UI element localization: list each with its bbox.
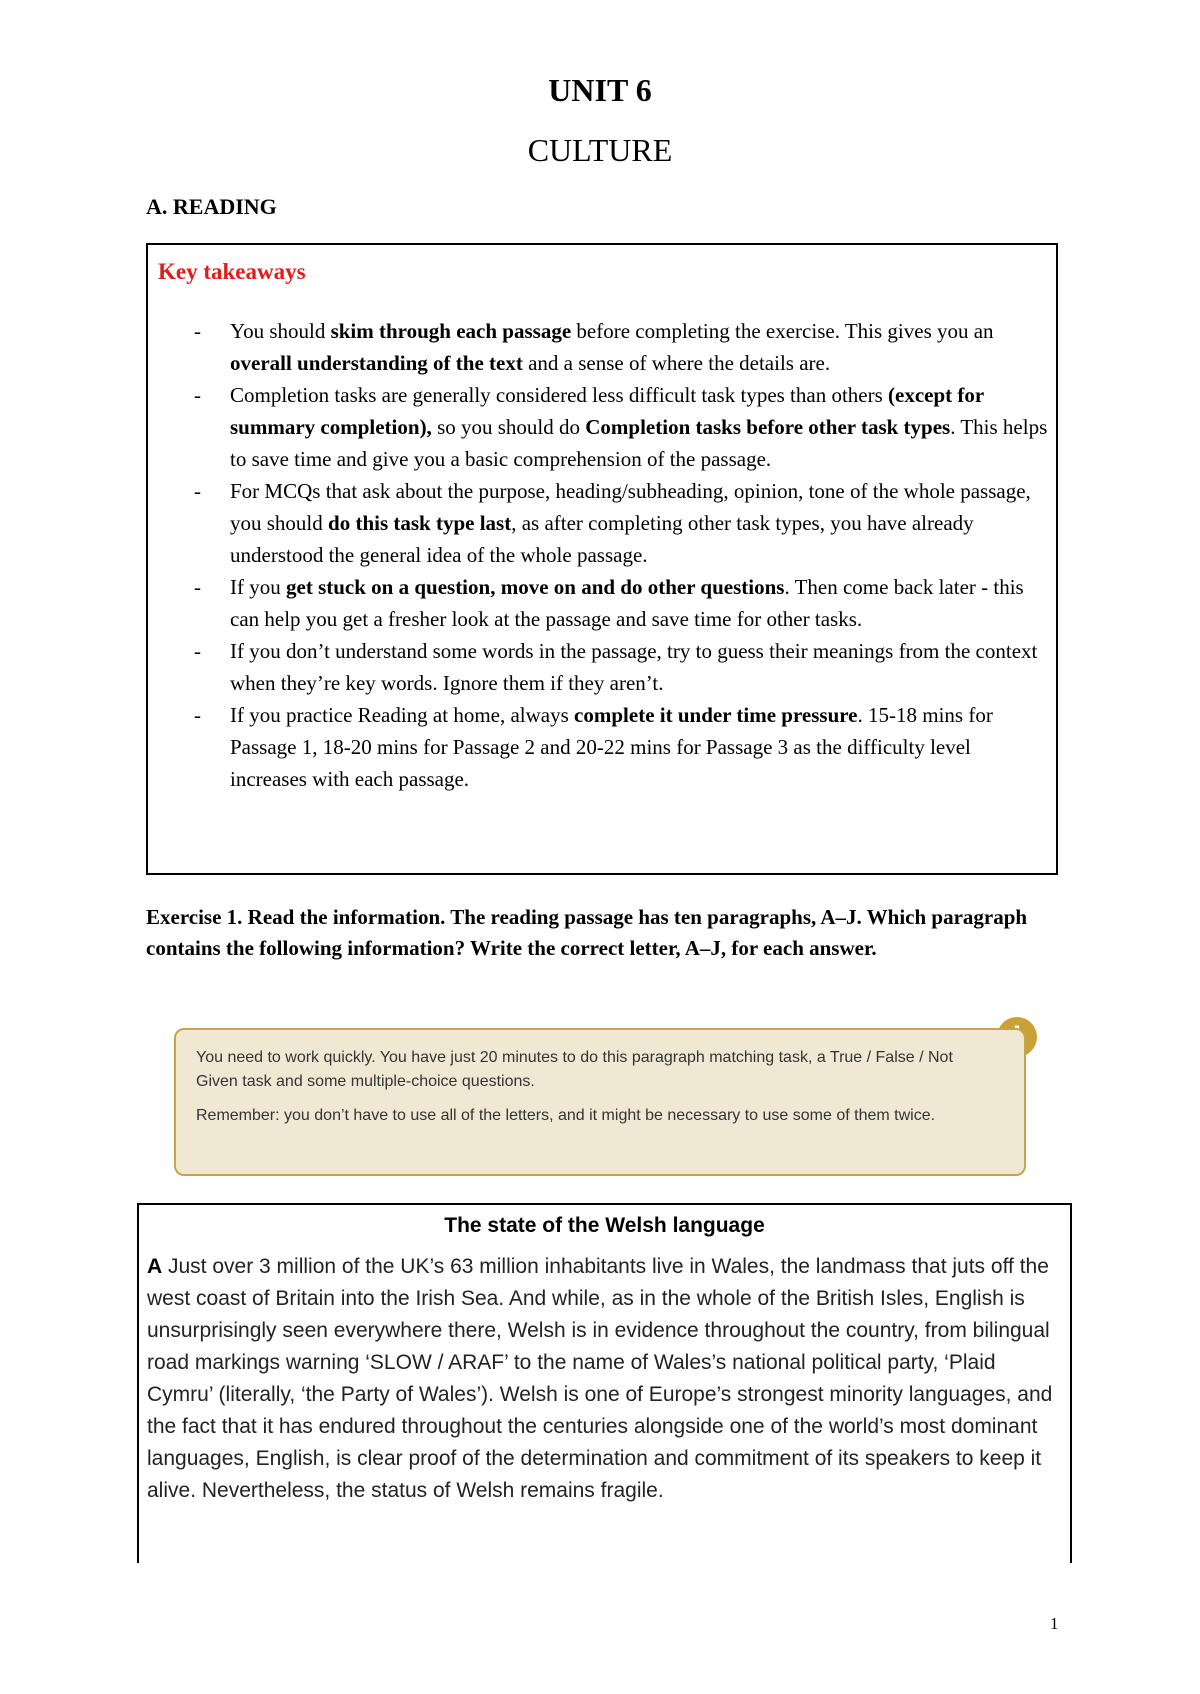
warning-note — [174, 1028, 1026, 1176]
passage-paragraph-a — [147, 1251, 1060, 1507]
takeaway-emphasis: do this task type last — [328, 511, 512, 535]
takeaway-emphasis: overall understanding of the text — [230, 351, 523, 375]
takeaway-item — [148, 635, 1056, 699]
page-number: 1 — [1050, 1614, 1059, 1633]
passage-title: The state of the Welsh language — [444, 1214, 765, 1237]
paragraph-letter: A — [147, 1255, 163, 1278]
takeaway-emphasis: get stuck on a question, move on and do other questions — [286, 575, 785, 599]
takeaway-emphasis: skim through each passage — [330, 319, 572, 343]
takeaway-item — [148, 571, 1056, 635]
reading-passage — [137, 1203, 1072, 1563]
paragraph-text: Just over 3 million of the UK’s 63 million inhabitants live in Wales, the landmass that juts off the west coast of Britain into the Irish Sea. And while, as in the whole of the British Isles, English is unsurprisingly seen everywhere there, Welsh is in evidence throughout the country, from bilingual road markings warning ‘SLOW / ARAF’ to the name of Wales’s national political party, ‘Plaid Cymru’ (literally, ‘the Party of Wales’). Welsh is one of Europe’s strongest minority languages, and the fact that it has endured throughout the centuries alongside one of the world’s most dominant languages, English, is clear proof of the determination and commitment of its speakers to keep it alive. Nevertheless, the status of Welsh remains fragile. — [147, 1255, 1053, 1502]
takeaway-text: before completing the exercise. This gives you an — [571, 319, 994, 343]
key-takeaways-box — [146, 243, 1058, 875]
takeaway-text: , as after completing other task types, you have already understood the general idea of the whole passage. — [230, 511, 974, 567]
takeaway-text: If you practice Reading at home, always — [230, 703, 575, 727]
takeaway-item — [148, 379, 1056, 475]
unit-title: UNIT 6 — [548, 72, 652, 108]
unit-topic: CULTURE — [527, 132, 673, 168]
takeaway-text: Completion tasks are generally considered less difficult task types than others — [230, 383, 889, 407]
takeaway-item — [148, 699, 1056, 795]
takeaway-item — [148, 315, 1056, 379]
takeaway-item — [148, 475, 1056, 571]
key-takeaways-title: Key takeaways — [158, 259, 306, 284]
takeaway-text: You should — [230, 319, 331, 343]
key-takeaways-list — [148, 315, 1056, 795]
takeaway-text: and a sense of where the details are. — [522, 351, 831, 375]
takeaway-text: so you should do — [431, 415, 586, 439]
exercise-instruction: Exercise 1. Read the information. The reading passage has ten paragraphs, A–J. Which paragraph contains the following information? Write the correct letter, A–J, for each answer. — [146, 905, 1028, 960]
warning-line-1: You need to work quickly. You have just 20 minutes to do this paragraph matching task, a True / False / Not Given task and some multiple-choice questions. — [196, 1049, 953, 1090]
takeaway-emphasis: (except for summary completion), — [230, 383, 984, 439]
takeaway-emphasis: complete it under time pressure — [574, 703, 858, 727]
takeaway-text: If you — [230, 575, 286, 599]
takeaway-text: . Then come back later - this can help you get a fresher look at the passage and save time for other tasks. — [230, 575, 1024, 631]
section-heading: A. READING — [146, 194, 277, 219]
takeaway-text: . 15-18 mins for Passage 1, 18-20 mins for Passage 2 and 20-22 mins for Passage 3 as the difficulty level increases with each passage. — [230, 703, 993, 791]
takeaway-emphasis: Completion tasks before other task types — [585, 415, 951, 439]
takeaway-text: For MCQs that ask about the purpose, heading/subheading, opinion, tone of the whole passage, you should — [230, 479, 1031, 535]
takeaway-text: . This helps to save time and give you a basic comprehension of the passage. — [230, 415, 1048, 471]
warning-line-2: Remember: you don’t have to use all of the letters, and it might be necessary to use some of them twice. — [196, 1107, 936, 1124]
takeaway-text: If you don’t understand some words in the passage, try to guess their meanings from the context when they’re key words. Ignore them if they aren’t. — [230, 639, 1038, 695]
